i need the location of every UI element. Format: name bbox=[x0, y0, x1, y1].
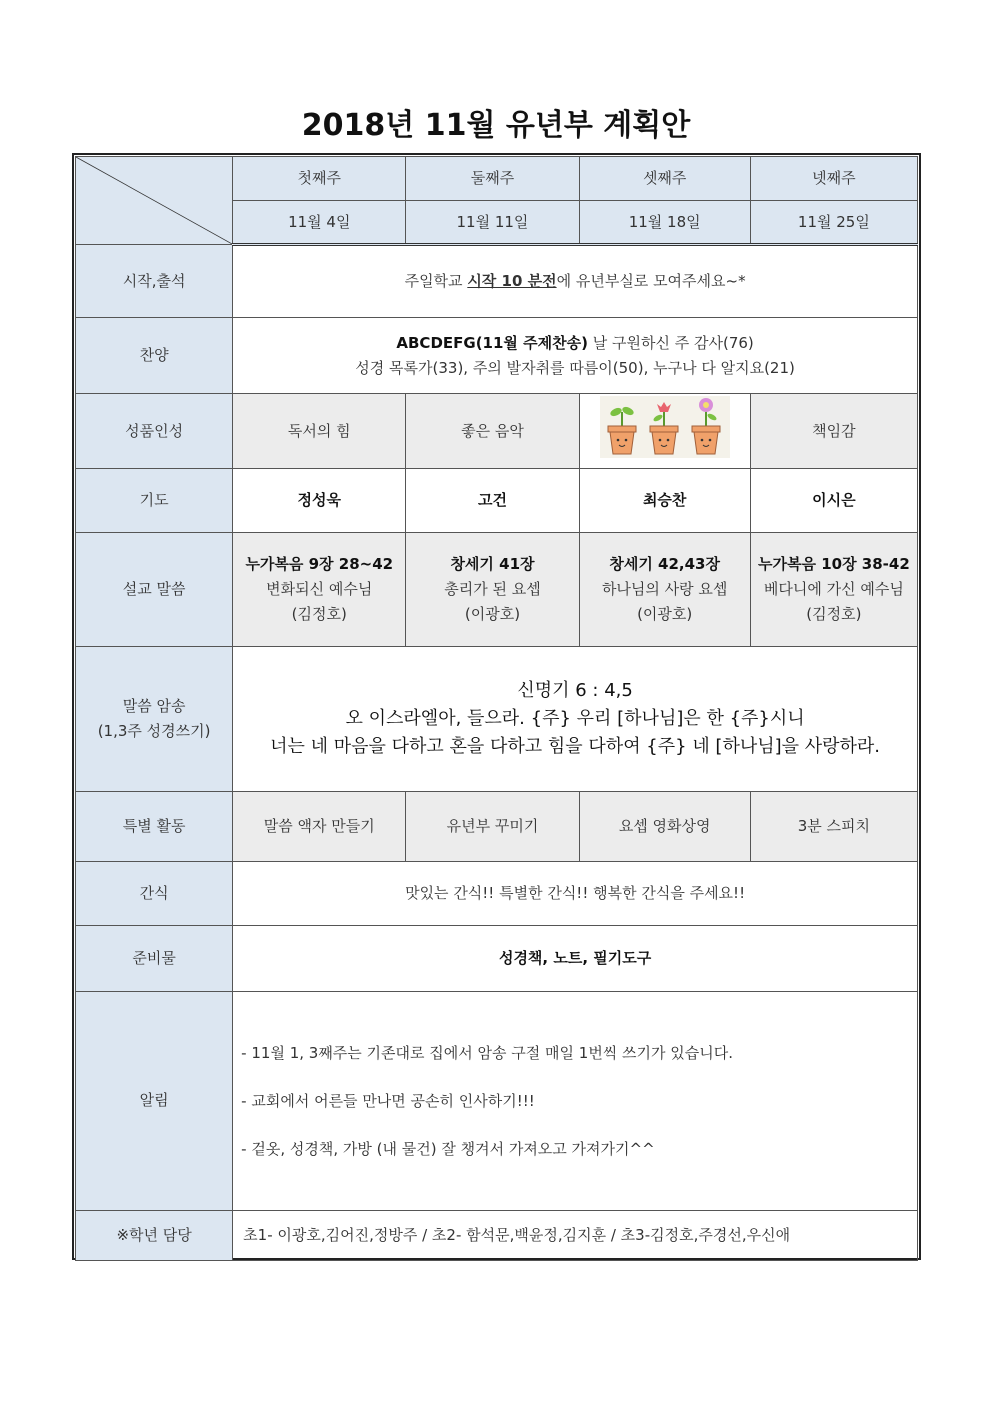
character-image-cell bbox=[579, 394, 750, 469]
diagonal-line bbox=[76, 157, 232, 244]
flower-pots-icon bbox=[600, 396, 730, 458]
activity-item: 요셉 영화상영 bbox=[579, 791, 750, 861]
sermon-cell bbox=[406, 532, 579, 646]
sermon-speaker: (김정호) bbox=[806, 604, 862, 623]
start-text bbox=[233, 245, 918, 318]
memory-line: 너는 네 마음을 다하고 혼을 다하고 힘을 다하여 {주} 네 [하나님]을 사랑하라. bbox=[270, 735, 881, 757]
praise-line1-rest: 날 구원하신 주 감사(76) bbox=[587, 333, 754, 352]
row-label-memory bbox=[76, 646, 233, 791]
week-date: 11월 18일 bbox=[579, 201, 750, 245]
row-label-character: 성품인성 bbox=[76, 394, 233, 469]
row-label-prayer: 기도 bbox=[76, 468, 233, 532]
memory-label: 말씀 암송 bbox=[122, 697, 186, 715]
sermon-ref: 누가복음 10장 38-42 bbox=[758, 555, 910, 574]
sermon-title: 총리가 된 요셉 bbox=[444, 579, 541, 598]
activity-item: 말씀 액자 만들기 bbox=[233, 791, 406, 861]
sermon-speaker: (이광호) bbox=[637, 604, 693, 623]
praise-text bbox=[233, 318, 918, 394]
sermon-cell bbox=[579, 532, 750, 646]
notice-item: - 겉옷, 성경책, 가방 (내 물건) 잘 챙겨서 가져오고 가져가기^^ bbox=[241, 1139, 655, 1158]
start-emphasis: 시작 10 분전 bbox=[467, 272, 557, 291]
supplies-text: 성경책, 노트, 필기도구 bbox=[233, 925, 918, 991]
plan-table-frame bbox=[72, 153, 921, 1260]
sermon-cell bbox=[233, 532, 406, 646]
prayer-name: 최승찬 bbox=[579, 468, 750, 532]
start-post: 에 유년부실로 모여주세요~* bbox=[556, 272, 746, 291]
sermon-cell bbox=[750, 532, 917, 646]
week-name: 셋째주 bbox=[579, 157, 750, 201]
sermon-ref: 누가복음 9장 28~42 bbox=[245, 555, 394, 574]
week-name: 넷째주 bbox=[750, 157, 917, 201]
sermon-title: 하나님의 사랑 요셉 bbox=[601, 579, 728, 598]
character-item: 책임감 bbox=[750, 394, 917, 469]
row-label-staff: ※학년 담당 bbox=[76, 1210, 233, 1260]
sermon-speaker: (김정호) bbox=[291, 604, 347, 623]
page-title: 2018년 11월 유년부 계획안 bbox=[301, 108, 691, 143]
praise-theme-song: ABCDEFG(11월 주제찬송) bbox=[396, 333, 588, 352]
praise-line2: 성경 목록가(33), 주의 발자취를 따름이(50), 누구나 다 알지요(21) bbox=[355, 358, 795, 377]
plan-table bbox=[75, 156, 918, 1261]
sermon-title: 베다니에 가신 예수님 bbox=[763, 579, 904, 598]
memory-verse bbox=[233, 646, 918, 791]
row-label-notice: 알림 bbox=[76, 991, 233, 1210]
corner-cell bbox=[76, 157, 233, 245]
week-date: 11월 4일 bbox=[233, 201, 406, 245]
row-label-supplies: 준비물 bbox=[76, 925, 233, 991]
row-label-praise: 찬양 bbox=[76, 318, 233, 394]
week-date: 11월 11일 bbox=[406, 201, 579, 245]
character-item: 독서의 힘 bbox=[233, 394, 406, 469]
activity-item: 유년부 꾸미기 bbox=[406, 791, 579, 861]
row-label-activity: 특별 활동 bbox=[76, 791, 233, 861]
week-date: 11월 25일 bbox=[750, 201, 917, 245]
notice-item: - 교회에서 어른들 만나면 공손히 인사하기!!! bbox=[241, 1091, 535, 1110]
notice-item: - 11월 1, 3째주는 기존대로 집에서 암송 구절 매일 1번씩 쓰기가 있습니다. bbox=[241, 1043, 734, 1062]
sermon-title: 변화되신 예수님 bbox=[266, 579, 373, 598]
start-pre: 주일학교 bbox=[404, 272, 468, 291]
row-label-sermon: 설교 말씀 bbox=[76, 532, 233, 646]
notice-list bbox=[233, 991, 918, 1210]
memory-line: 오 이스라엘아, 들으라. {주} 우리 [하나님]은 한 {주}시니 bbox=[345, 707, 805, 729]
staff-text: 초1- 이광호,김어진,정방주 / 초2- 함석문,백윤정,김지훈 / 초3-김정호,주경선,우신애 bbox=[233, 1210, 918, 1260]
week-name: 첫째주 bbox=[233, 157, 406, 201]
activity-item: 3분 스피치 bbox=[750, 791, 917, 861]
prayer-name: 이시은 bbox=[750, 468, 917, 532]
sermon-ref: 창세기 42,43장 bbox=[609, 555, 720, 574]
memory-reference: 신명기 6 : 4,5 bbox=[517, 679, 633, 701]
sermon-ref: 창세기 41장 bbox=[450, 555, 535, 574]
prayer-name: 고건 bbox=[406, 468, 579, 532]
snack-text: 맛있는 간식!! 특별한 간식!! 행복한 간식을 주세요!! bbox=[233, 861, 918, 925]
character-item: 좋은 음악 bbox=[406, 394, 579, 469]
prayer-name: 정성욱 bbox=[233, 468, 406, 532]
row-label-start: 시작,출석 bbox=[76, 245, 233, 318]
memory-sublabel: (1,3주 성경쓰기) bbox=[97, 721, 211, 740]
row-label-snack: 간식 bbox=[76, 861, 233, 925]
sermon-speaker: (이광호) bbox=[464, 604, 521, 623]
week-name: 둘째주 bbox=[406, 157, 579, 201]
